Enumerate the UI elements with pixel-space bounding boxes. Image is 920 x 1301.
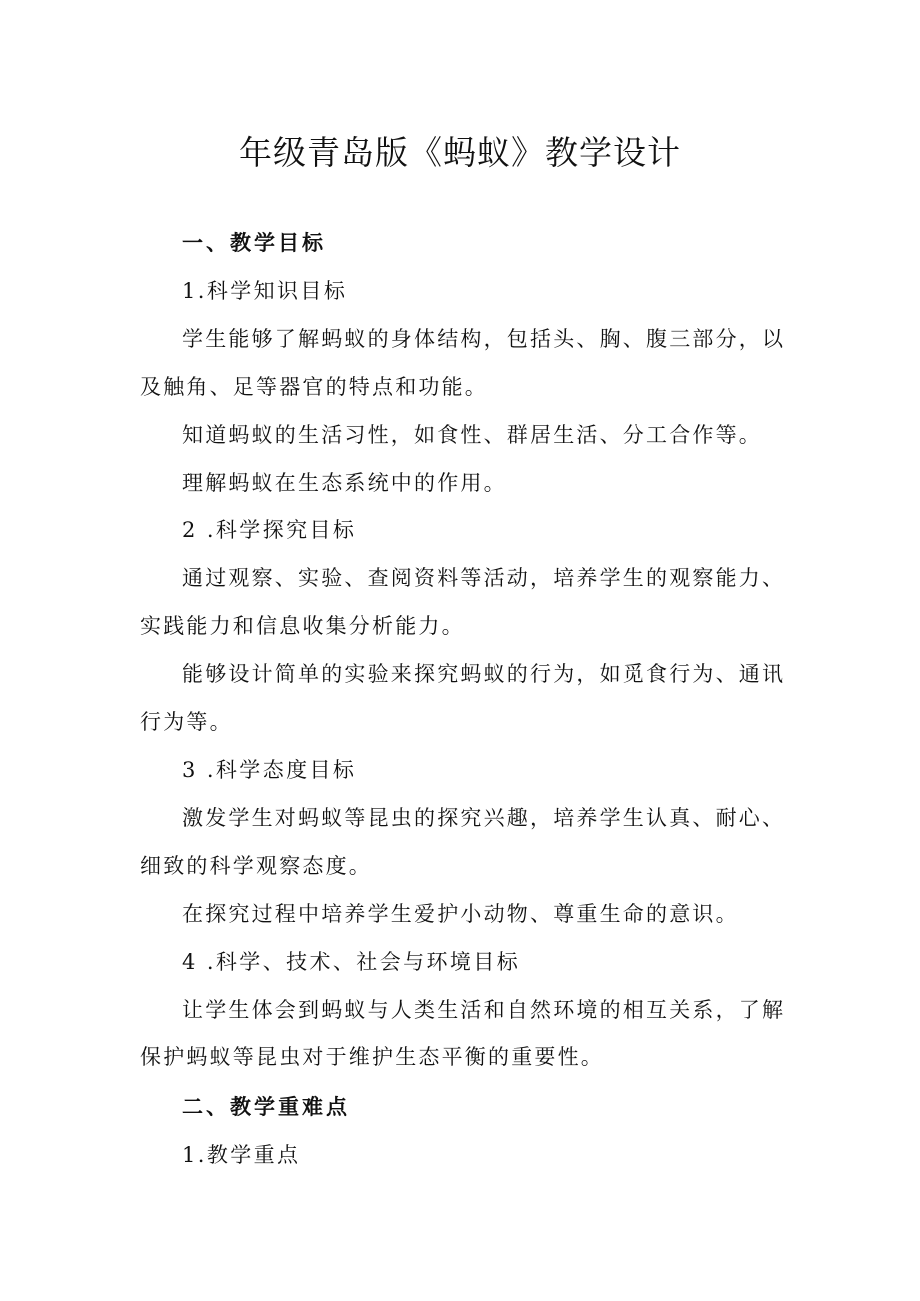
paragraph-interest: 激发学生对蚂蚁等昆虫的探究兴趣，培养学生认真、耐心、细致的科学观察态度。 [140,805,786,878]
section-heading-key-points: 二、教学重难点 [182,1095,350,1120]
paragraph-experiment-design: 能够设计简单的实验来探究蚂蚁的行为，如觅食行为、通讯行为等。 [140,662,786,735]
paragraph-ecosystem-role: 理解蚂蚁在生态系统中的作用。 [182,470,507,495]
document-title: 年级青岛版《蚂蚁》教学设计 [239,133,681,172]
document-body [140,220,790,1180]
subheading-teaching-focus: 1.教学重点 [182,1143,301,1168]
paragraph-observation-skills: 通过观察、实验、查阅资料等活动，培养学生的观察能力、实践能力和信息收集分析能力。 [140,566,786,639]
paragraph-respect-life: 在探究过程中培养学生爱护小动物、尊重生命的意识。 [182,901,739,926]
subheading-stse-goal: 4 .科学、技术、社会与环境目标 [182,949,521,974]
subheading-knowledge-goal: 1.科学知识目标 [182,278,348,303]
paragraph-body-structure: 学生能够了解蚂蚁的身体结构，包括头、胸、腹三部分，以及触角、足等器官的特点和功能。 [140,326,786,399]
subheading-attitude-goal: 3 .科学态度目标 [182,757,357,782]
subheading-inquiry-goal: 2 .科学探究目标 [182,518,357,543]
paragraph-relationship: 让学生体会到蚂蚁与人类生活和自然环境的相互关系，了解保护蚂蚁等昆虫对于维护生态平衡的重要性。 [140,997,786,1070]
section-heading-teaching-goals: 一、教学目标 [182,231,326,255]
paragraph-living-habits: 知道蚂蚁的生活习性，如食性、群居生活、分工合作等。 [182,422,762,447]
